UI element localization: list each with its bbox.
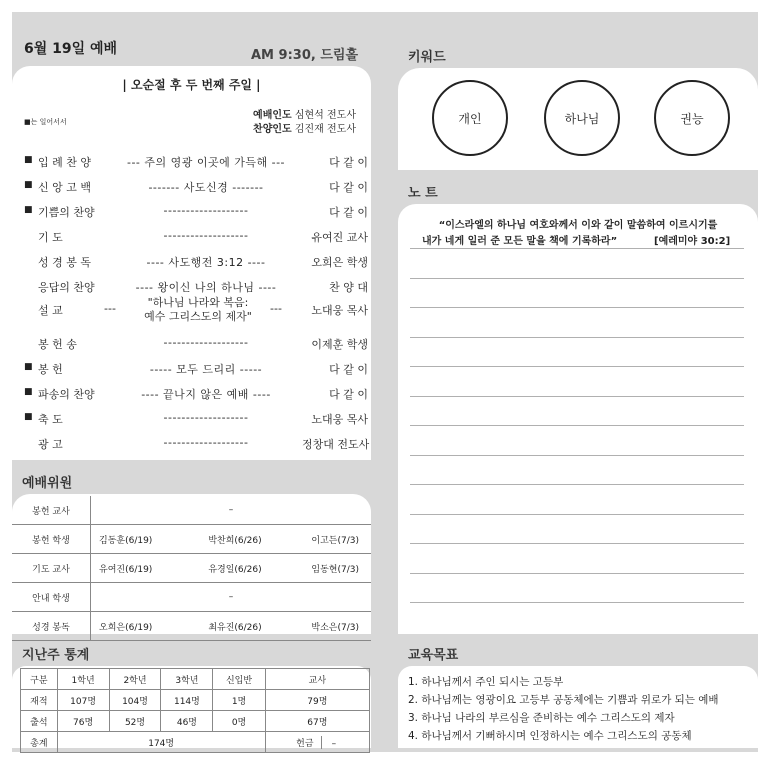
service-date: 6월 19일 예배 <box>24 41 118 57</box>
keywords-heading: 키워드 <box>408 50 446 65</box>
sunday-title: | 오순절 후 두 번째 주일 | <box>122 78 261 92</box>
order-row <box>12 411 372 433</box>
stats-total-value: 174명 <box>57 732 265 753</box>
stats-cell: 104명 <box>109 690 161 711</box>
committee-role: 봉헌 학생 <box>12 525 91 554</box>
worship-order-card <box>12 66 371 460</box>
stats-cell: 107명 <box>57 690 109 711</box>
order-label: 기 도 <box>38 231 63 244</box>
committee-role: 봉헌 교사 <box>12 496 91 525</box>
stats-column-header: 1학년 <box>57 669 109 690</box>
note-line <box>410 248 744 249</box>
stats-total-row <box>21 732 370 753</box>
note-line <box>410 396 744 397</box>
order-label: 봉 헌 송 <box>38 338 77 351</box>
order-row <box>12 336 372 358</box>
offering-cell <box>265 732 369 753</box>
offering-value: – <box>331 738 337 749</box>
order-detail: ---- 사도행전 3:12 ---- <box>146 256 266 269</box>
order-label: 성 경 봉 독 <box>38 256 91 269</box>
order-detail: ------- 사도신경 ------- <box>148 181 264 194</box>
order-label: 광 고 <box>38 438 63 451</box>
order-person: 다 같 이 <box>329 206 368 219</box>
committee-value: – <box>91 496 372 525</box>
committee-value: 이고든(7/3) <box>278 525 371 554</box>
order-row <box>12 254 372 276</box>
stats-column-header: 3학년 <box>161 669 213 690</box>
notes-heading: 노 트 <box>408 186 438 201</box>
education-card <box>398 666 758 748</box>
order-label: 신 앙 고 백 <box>38 181 91 194</box>
note-line <box>410 455 744 456</box>
keyword-circle: 권능 <box>654 80 730 156</box>
order-detail: ---- 끝나지 않은 예배 ---- <box>141 388 271 401</box>
order-label: 설 교 <box>38 304 63 317</box>
order-person: 다 같 이 <box>329 181 368 194</box>
order-person: 오희은 학생 <box>311 256 368 269</box>
committee-value: 유경일(6/26) <box>192 554 278 583</box>
order-row <box>12 204 372 226</box>
note-line <box>410 337 744 338</box>
committee-value: 최유진(6/26) <box>192 612 278 641</box>
stats-cell: 79명 <box>265 690 369 711</box>
verse-line-2: 내가 네게 일러 준 모든 말을 책에 기록하라” <box>422 236 618 247</box>
service-time-place: AM 9:30, 드림홀 <box>251 48 358 63</box>
committee-value: 박소은(7/3) <box>278 612 371 641</box>
committee-value: 유여진(6/19) <box>91 554 193 583</box>
stats-card <box>12 666 371 748</box>
education-goal: 3. 하나님 나라의 부르심을 준비하는 예수 그리스도의 제자 <box>408 712 675 724</box>
standing-bullet: ■ <box>24 155 33 165</box>
sermon-dash-right: --- <box>270 302 282 315</box>
stats-total-label: 총계 <box>21 732 58 753</box>
committee-value: 임동현(7/3) <box>278 554 371 583</box>
order-detail: ------------------- <box>163 204 249 217</box>
note-line <box>410 543 744 544</box>
stats-cell: 1명 <box>213 690 265 711</box>
order-row <box>12 229 372 251</box>
order-detail: ----- 모두 드리리 ----- <box>149 363 263 376</box>
stats-cell: 재적 <box>21 690 58 711</box>
order-row <box>12 436 372 458</box>
worship-leader: 예배인도 심현석 전도사 <box>253 110 356 121</box>
order-row <box>12 296 372 324</box>
order-label: 봉 헌 <box>38 363 63 376</box>
committee-value: 김동훈(6/19) <box>91 525 193 554</box>
stats-column-header: 구분 <box>21 669 58 690</box>
committee-table <box>12 496 371 641</box>
committee-row <box>12 583 371 612</box>
standing-bullet: ■ <box>24 412 33 422</box>
committee-value: 박찬희(6/26) <box>192 525 278 554</box>
order-person: 이제훈 학생 <box>311 338 368 351</box>
stats-column-header: 신입반 <box>213 669 265 690</box>
offering-label: 헌금 <box>289 736 322 749</box>
committee-row <box>12 554 371 583</box>
order-person: 다 같 이 <box>329 363 368 376</box>
stats-row <box>21 711 370 732</box>
committee-heading: 예배위원 <box>22 476 73 491</box>
stats-cell: 0명 <box>213 711 265 732</box>
sermon-dash-left: --- <box>104 302 116 315</box>
order-label: 입 례 찬 양 <box>38 156 91 169</box>
sermon-title-line-2: 예수 그리스도의 제자" <box>144 310 252 323</box>
committee-value: – <box>91 583 372 612</box>
committee-row <box>12 525 371 554</box>
stats-cell: 67명 <box>265 711 369 732</box>
standing-bullet: ■ <box>24 205 33 215</box>
stats-cell: 114명 <box>161 690 213 711</box>
note-line <box>410 602 744 603</box>
committee-row <box>12 612 371 641</box>
note-line <box>410 366 744 367</box>
order-person: 찬 양 대 <box>329 281 368 294</box>
order-label: 응답의 찬양 <box>38 281 95 294</box>
note-line <box>410 573 744 574</box>
note-line <box>410 484 744 485</box>
order-person: 다 같 이 <box>329 156 368 169</box>
standing-bullet: ■ <box>24 180 33 190</box>
stats-column-header: 2학년 <box>109 669 161 690</box>
verse-line-1: “이스라엘의 하나님 여호와께서 이와 같이 말씀하여 이르시기를 <box>438 220 718 231</box>
keyword-circle: 하나님 <box>544 80 620 156</box>
stats-column-header: 교사 <box>265 669 369 690</box>
standing-bullet: ■ <box>24 387 33 397</box>
committee-role: 기도 교사 <box>12 554 91 583</box>
education-heading: 교육목표 <box>408 648 459 663</box>
stats-table <box>20 668 370 753</box>
order-label: 파송의 찬양 <box>38 388 95 401</box>
order-person: 유여진 교사 <box>311 231 368 244</box>
order-detail: ------------------- <box>163 411 249 424</box>
note-line <box>410 425 744 426</box>
education-goal: 4. 하나님께서 기뻐하시며 인정하시는 예수 그리스도의 공동체 <box>408 730 692 742</box>
order-detail: ------------------- <box>163 436 249 449</box>
order-person: 노대웅 목사 <box>311 413 368 426</box>
standing-bullet: ■ <box>24 362 33 372</box>
order-row <box>12 361 372 383</box>
order-detail: ---- 왕이신 나의 하나님 ---- <box>135 281 277 294</box>
order-person: 노대웅 목사 <box>311 304 368 317</box>
order-detail: --- 주의 영광 이곳에 가득해 --- <box>126 156 286 169</box>
order-label: 축 도 <box>38 413 63 426</box>
order-detail: ------------------- <box>163 229 249 242</box>
note-line <box>410 307 744 308</box>
stats-row <box>21 690 370 711</box>
notes-card <box>398 204 758 634</box>
note-line <box>410 514 744 515</box>
keyword-circle: 개인 <box>432 80 508 156</box>
order-person: 정창대 전도사 <box>302 438 370 451</box>
note-line <box>410 278 744 279</box>
stats-cell: 76명 <box>57 711 109 732</box>
committee-card <box>12 494 371 634</box>
order-row <box>12 154 372 176</box>
verse-reference: [예레미야 30:2] <box>654 236 731 247</box>
order-row <box>12 386 372 408</box>
standing-note: ■는 일어서서 <box>24 118 67 126</box>
stats-cell: 46명 <box>161 711 213 732</box>
stats-heading: 지난주 통계 <box>22 648 90 663</box>
order-row <box>12 179 372 201</box>
order-detail: ------------------- <box>163 336 249 349</box>
sermon-title-line-1: "하나님 나라와 복음: <box>147 296 249 309</box>
order-label: 기쁨의 찬양 <box>38 206 95 219</box>
keywords-card <box>398 68 758 170</box>
education-goal: 1. 하나님께서 주인 되시는 고등부 <box>408 676 564 688</box>
stats-header-row <box>21 669 370 690</box>
committee-row <box>12 496 371 525</box>
stats-cell: 출석 <box>21 711 58 732</box>
order-person: 다 같 이 <box>329 388 368 401</box>
praise-leader: 찬양인도 김진재 전도사 <box>253 124 356 135</box>
committee-value: 오희은(6/19) <box>91 612 193 641</box>
committee-role: 안내 학생 <box>12 583 91 612</box>
stats-cell: 52명 <box>109 711 161 732</box>
education-goal: 2. 하나님께는 영광이요 고등부 공동체에는 기쁨과 위로가 되는 예배 <box>408 694 719 706</box>
committee-role: 성경 봉독 <box>12 612 91 641</box>
